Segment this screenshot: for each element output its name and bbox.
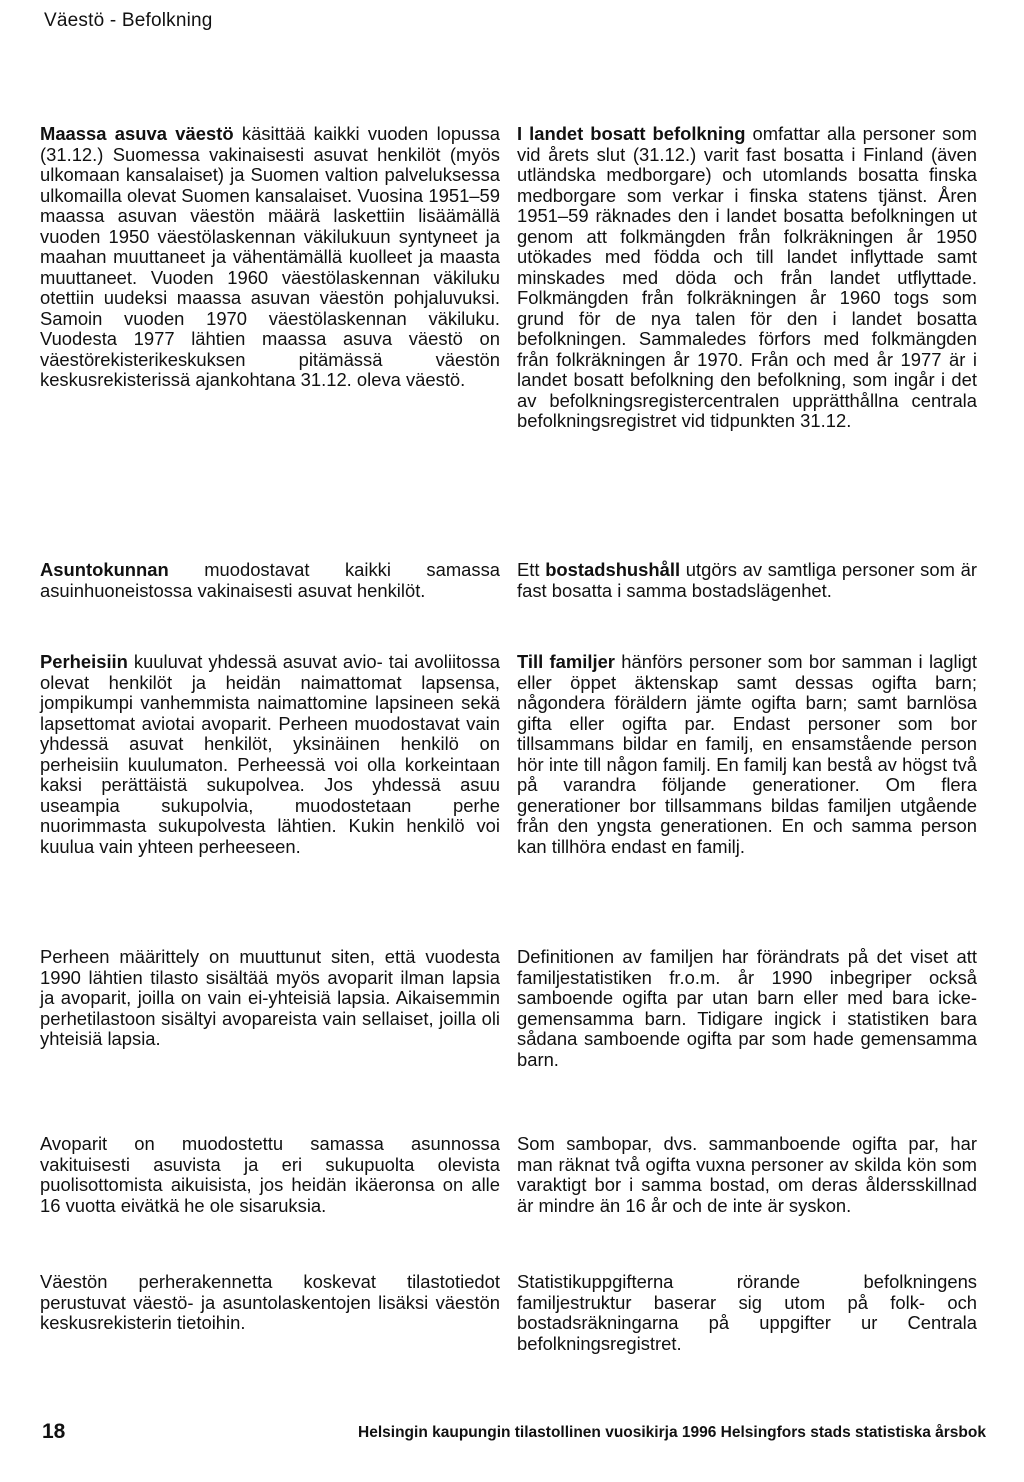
sv-text-household: utgörs av samtliga personer som är fast bosatta i samma bostadslägenhet. (517, 559, 977, 601)
fi-paragraph-cohabiting-couples: Avoparit on muodostettu samassa asunnossa vakituisesti asuvista ja eri sukupuolta olevista puolisottomista aikuisista, jos heidän ikäeronsa on alle 16 vuotta eivätkä he ole sisaruksia. (40, 1133, 500, 1216)
fi-paragraph-resident-population (40, 124, 500, 391)
sv-paragraph-resident-population (517, 124, 977, 432)
sv-paragraph-family (517, 652, 977, 857)
sv-paragraph-data-sources: Statistikuppgifterna rörande befolkningens familjestruktur baserar sig utom på folk- och bostadsräkningarna på uppgifter ur Centrala befolkningsregistret. (517, 1271, 977, 1354)
publication-title: Helsingin kaupungin tilastollinen vuosikirja 1996 Helsingfors stads statistiska årsbok (358, 1424, 986, 1441)
sv-text-resident-population: omfattar alla personer som vid årets slut (31.12.) varit fast bosatta i Finland (även utländska medborgare) och utomlands bosatta finska medborgare som verkar i finska statens tjänst. Åren 1951–59 räknades den i landet bosatta befolkningen ut genom att folkmängden från folkräkningen år 1950 utökades med födda och till landet inflyttade samt minskades med döda och från landet utflyttade. Folkmängden från folkräkningen år 1960 togs som grund för de nya talen för den i landet bosatta befolkningen. Sammaledes förfors med folkmängden från folkräkningen år 1970. Från och med år 1977 är i landet bosatt befolkning den befolkning, som ingår i det av befolkningsregistercentralen upprätthållna centrala befolkningsregistret vid tidpunkten 31.12. (517, 123, 977, 431)
fi-paragraph-family (40, 652, 500, 857)
sv-text-family: hänförs personer som bor samman i lagligt eller öppet äktenskap samt dessas ogifta barn; någondera föräldern jämte ogifta barn; samt barnlösa gifta eller ogifta par. Endast personer som bor tillsammans bildar en familj, en ensamstående person hör inte till någon familj. En familj kan bestå av högst två på varandra följande generationer. Om flera generationer bor tillsammans bildas familjen utgående från den yngsta generationen. En och samma person kan tillhöra endast en familj. (517, 651, 977, 857)
sv-lead-household: Ett (517, 559, 546, 580)
fi-paragraph-household (40, 560, 500, 601)
sv-term-resident-population: I landet bosatt befolkning (517, 123, 746, 144)
sv-paragraph-household (517, 560, 977, 601)
sv-term-household: bostadshushåll (545, 559, 681, 580)
running-head: Väestö - Befolkning (44, 10, 213, 31)
fi-text-household: muodostavat kaikki samassa asuinhuoneistossa vakinaisesti asuvat henkilöt. (40, 559, 500, 601)
fi-term-resident-population: Maassa asuva väestö (40, 123, 234, 144)
page-number: 18 (42, 1420, 66, 1443)
fi-text-family: kuuluvat yhdessä asuvat avio- tai avoliitossa olevat henkilöt ja heidän naimattomat lapsensa, jompikumpi vanhemmista naimattomine lapsineen sekä lapsettomat aviotai avoparit. Perheen muodostavat vain yhdessä asuvat henkilöt, yksinäinen henkilö on perheisiin kuulumaton. Perheessä voi olla korkeintaan kaksi perättäistä sukupolvea. Jos yhdessä asuu useampia sukupolvia, muodostetaan perhe nuorimmasta sukupolvesta lähtien. Kukin henkilö voi kuulua vain yhteen perheeseen. (40, 651, 500, 857)
fi-term-household: Asuntokunnan (40, 559, 169, 580)
sv-paragraph-cohabiting-couples: Som sambopar, dvs. sammanboende ogifta par, har man räknat två ogifta vuxna personer av skilda kön som varaktigt bor i samma bostad, om deras åldersskillnad är mindre än 16 år och de inte är syskon. (517, 1133, 977, 1216)
fi-paragraph-definition-change: Perheen määrittely on muuttunut siten, että vuodesta 1990 lähtien tilasto sisältää myös avoparit ilman lapsia ja avoparit, joilla on vain ei-yhteisiä lapsia. Aikaisemmin perhetilastoon sisältyi avopareista vain sellaiset, joilla oli yhteisiä lapsia. (40, 946, 500, 1049)
fi-paragraph-data-sources: Väestön perherakennetta koskevat tilastotiedot perustuvat väestö- ja asuntolaskentojen lisäksi väestön keskusrekisterin tietoihin. (40, 1271, 500, 1333)
sv-paragraph-definition-change: Definitionen av familjen har förändrats på det viset att familjestatistiken fr.o.m. år 1990 inbegriper också samboende ogifta par utan barn eller med bara icke-gemensamma barn. Tidigare ingick i statistiken bara sådana samboende ogifta par som hade gemensamma barn. (517, 946, 977, 1070)
sv-term-family: Till familjer (517, 651, 615, 672)
fi-term-family: Perheisiin (40, 651, 128, 672)
fi-text-resident-population: käsittää kaikki vuoden lopussa (31.12.) Suomessa vakinaisesti asuvat henkilöt (myös ulkomaan kansalaiset) ja Suomen valtion palveluksessa ulkomailla olevat Suomen kansalaiset. Vuosina 1951–59 maassa asuvan väestön määrä laskettiin lisäämällä vuoden 1950 väestölaskennan väkilukuun syntyneet ja maahan muuttaneet ja vähentämällä kuolleet ja maasta muuttaneet. Vuoden 1960 väestölaskennan väkiluku otettiin uudeksi maassa asuvan väestön pohjaluvuksi. Samoin vuoden 1970 väestölaskennan väkiluku. Vuodesta 1977 lähtien maassa asuva väestö on väestörekisterikeskuksen pitämässä väestön keskusrekisterissä ajankohtana 31.12. oleva väestö. (40, 123, 500, 390)
